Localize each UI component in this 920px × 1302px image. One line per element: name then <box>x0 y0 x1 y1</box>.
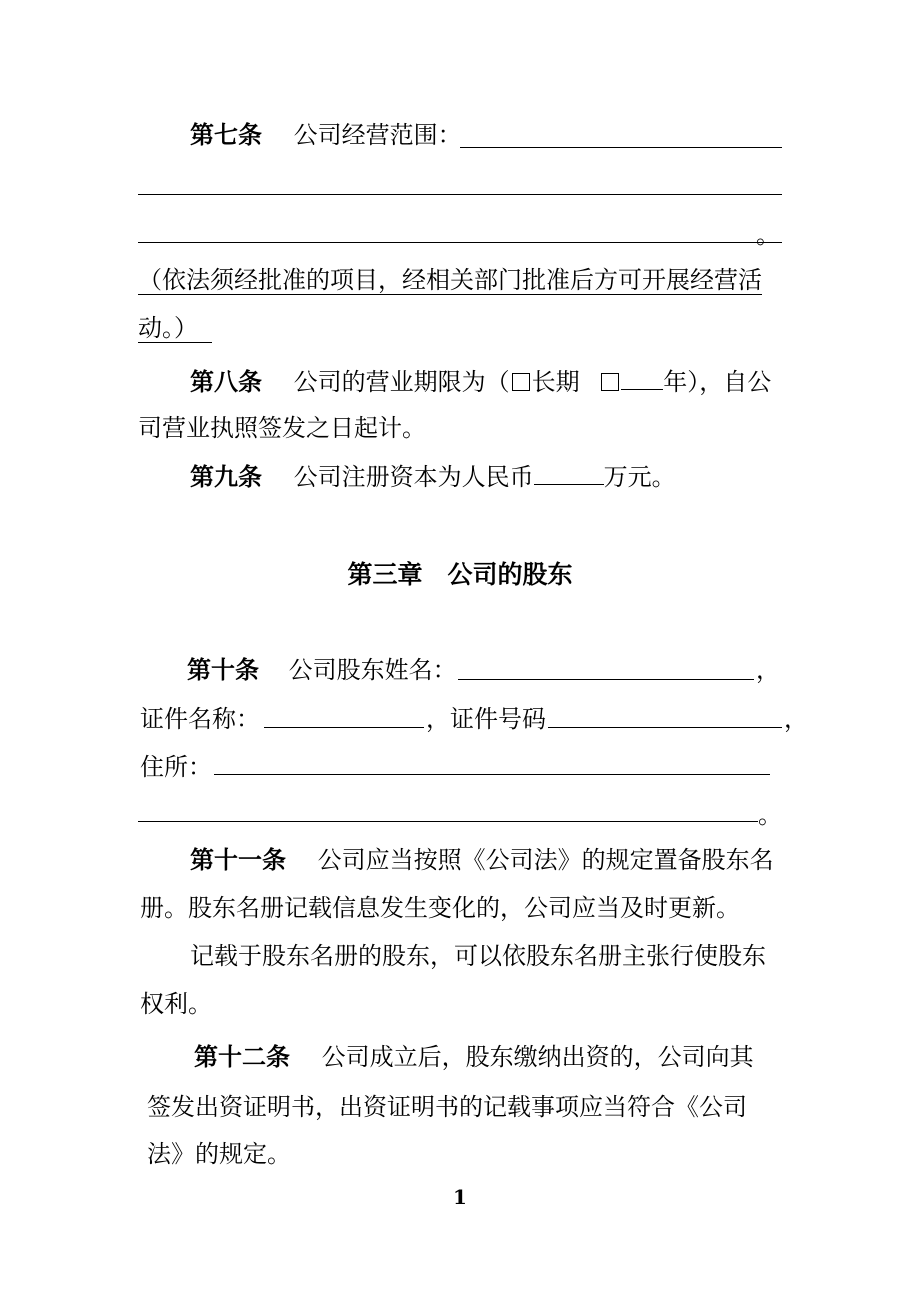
shareholder-name-field[interactable] <box>458 679 754 680</box>
article-8-line-1: 第八条 公司的营业期限为（ 长期 年），自公 <box>190 367 772 396</box>
article-12-line-1: 第十二条 公司成立后，股东缴纳出资的，公司向其 <box>194 1042 754 1071</box>
id-type-label: 证件名称： <box>140 705 260 733</box>
article-10-number: 第十条 <box>187 655 259 684</box>
chapter-3-heading: 第三章 公司的股东 <box>347 560 573 589</box>
article-7-note-line-2: 动。） <box>138 313 212 343</box>
article-9-line: 第九条 公司注册资本为人民币 万元。 <box>190 462 676 491</box>
article-7-text: 公司经营范围： <box>293 121 462 149</box>
id-type-field[interactable] <box>264 727 424 728</box>
business-scope-field-3[interactable] <box>138 242 782 243</box>
business-scope-field-1[interactable] <box>460 147 782 148</box>
article-12-line-2: 签发出资证明书，出资证明书的记载事项应当符合《公司 <box>147 1093 747 1121</box>
article-11-line-3: 记载于股东名册的股东，可以依股东名册主张行使股东 <box>190 942 766 970</box>
long-term-checkbox[interactable] <box>512 373 530 391</box>
address-field-2[interactable] <box>138 821 758 822</box>
article-7-end-mark: 。 <box>756 221 780 249</box>
id-number-label: ，证件号码 <box>426 705 546 733</box>
article-11-line-2: 册。股东名册记载信息发生变化的，公司应当及时更新。 <box>140 894 740 922</box>
article-11-line-1: 第十一条 公司应当按照《公司法》的规定置备股东名 <box>190 845 774 874</box>
address-field-1[interactable] <box>214 774 770 775</box>
article-10-line-1: 第十条 公司股东姓名： <box>187 655 457 684</box>
id-number-field[interactable] <box>548 727 782 728</box>
article-7-line-1 <box>190 120 462 150</box>
years-field[interactable] <box>621 365 663 390</box>
business-scope-field-2[interactable] <box>138 194 782 195</box>
registered-capital-field[interactable] <box>534 460 604 485</box>
article-12-line-3: 法》的规定。 <box>147 1140 291 1168</box>
article-8-number: 第八条 <box>190 367 262 396</box>
article-7-number: 第七条 <box>190 120 262 149</box>
fixed-years-checkbox[interactable] <box>601 373 619 391</box>
article-11-number: 第十一条 <box>190 845 286 874</box>
article-12-number: 第十二条 <box>194 1042 290 1071</box>
address-label: 住所： <box>140 753 212 781</box>
article-9-number: 第九条 <box>190 462 262 491</box>
article-8-line-2: 司营业执照签发之日起计。 <box>138 414 426 442</box>
article-11-line-4: 权利。 <box>140 990 212 1018</box>
article-7-note-line-1: （依法须经批准的项目，经相关部门批准后方可开展经营活 <box>138 266 762 294</box>
page-number: 1 <box>453 1185 467 1209</box>
